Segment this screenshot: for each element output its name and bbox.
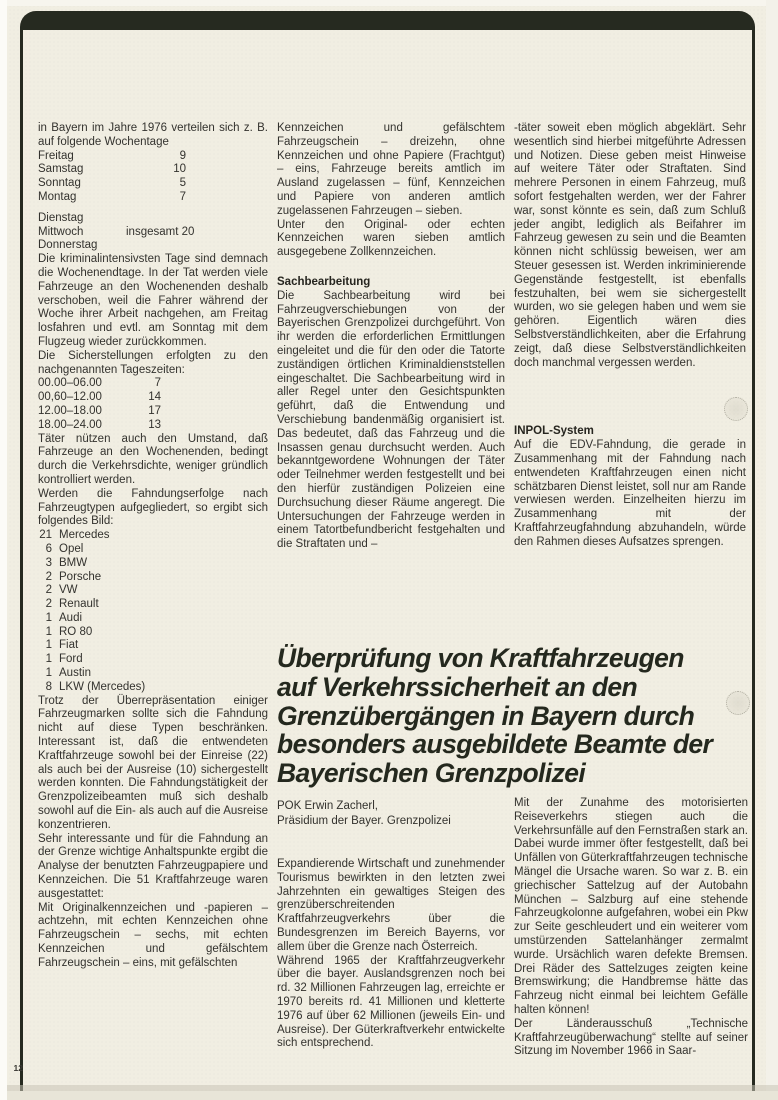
paragraph-zoll: Unter den Original- oder echten Kennzeichen waren sieben amtlich ausgegebene Zollkennzeichen. — [277, 218, 505, 259]
times-table — [38, 377, 268, 432]
middle-column-bottom — [277, 858, 505, 1051]
paragraph-sehr: Sehr interessante und für die Fahndung an der Grenze wichtige Anhaltspunkte ergibt die Analyse der benutzten Fahrzeugpapiere und Kennzeichen. Die 51 Kraftfahrzeuge waren ausgestattet: — [38, 832, 268, 900]
car-make: Austin — [59, 667, 91, 680]
table-row — [38, 419, 268, 433]
weekday-label: Montag — [38, 190, 77, 203]
time-value: 7 — [154, 377, 161, 390]
car-make: Ford — [59, 653, 83, 666]
headline-line: Bayerischen Grenzpolizei — [277, 758, 586, 789]
paragraph-expansion: Expandierende Wirtschaft und zunehmender Tourismus bewirkten in den letzten zwei Jahrzehnten ein gewaltiges Steigen des grenzüberschreitenden Kraftfahrzeugverkehrs über die Bundesgrenzen im Bereich Bayerns, vor allem über die Grenze nach Österreich. — [277, 858, 505, 953]
weekday-table-2 — [38, 212, 268, 253]
car-count: 3 — [45, 556, 52, 569]
car-count: 1 — [45, 667, 52, 680]
car-count: 2 — [45, 598, 52, 611]
weekday-label: Samstag — [38, 163, 84, 176]
headline-line: Überprüfung von Kraftfahrzeugen — [277, 643, 684, 673]
middle-column-top — [277, 122, 505, 552]
table-row — [38, 405, 268, 419]
scan-edge-top — [0, 0, 778, 6]
list-item — [38, 557, 268, 571]
list-item — [38, 667, 268, 681]
car-make: Renault — [59, 598, 99, 611]
list-item — [38, 584, 268, 598]
weekday-note: insgesamt 20 — [126, 225, 195, 238]
weekday-table — [38, 150, 268, 205]
left-column — [38, 122, 268, 971]
weekday-label: Mittwoch — [38, 225, 84, 238]
car-make: Mercedes — [59, 529, 110, 542]
car-make: Opel — [59, 542, 84, 555]
list-item — [38, 612, 268, 626]
article-headline — [277, 644, 755, 788]
table-row — [38, 377, 268, 391]
car-make: VW — [59, 584, 78, 597]
list-item — [38, 653, 268, 667]
weekday-value: 5 — [179, 177, 186, 190]
weekday-value: 7 — [179, 190, 186, 203]
list-item — [38, 639, 268, 653]
time-range: 18.00–24.00 — [38, 418, 102, 431]
weekday-value: 9 — [179, 149, 186, 162]
paragraph-sachbearbeitung: Die Sachbearbeitung wird bei Fahrzeugverschiebungen von der Bayerischen Grenzpolizei durchgeführt. Von ihr werden die erforderlichen Ermittlungen eingeleitet und die für den oder die Tatorte zuständigen örtlichen Kriminaldienststellen eingeschaltet. Die Sachbearbeitung wird in aller Regel unter den Gesichtspunkten geführt, daß die Entwendung und Verschiebung bandenmäßig organisiert ist. Das bedeutet, daß das Fahrzeug und die Insassen genau durchsucht werden. Auch bekanntgewordene Wohnungen der Täter oder Teilnehmer werden festgestellt und bei den hierfür zuständigen Polizeien eine Durchsuchung dieser Räume angeregt. Die Untersuchungen der Fahrzeuge werden in einem Tatortbefundbericht festgehalten und die Straftaten und – — [277, 289, 505, 551]
byline-organisation: Präsidium der Bayer. Grenzpolizei — [277, 814, 451, 827]
table-row — [38, 191, 268, 205]
table-row — [38, 150, 268, 164]
list-item — [38, 681, 268, 695]
page-number: 12 — [13, 1063, 23, 1073]
section-heading-inpol: INPOL-System — [514, 425, 594, 438]
car-count: 1 — [45, 625, 52, 638]
table-row — [38, 212, 268, 226]
headline-line: besonders ausgebildete Beamte der — [277, 729, 713, 760]
paragraph-ausstattung: Mit Originalkennzeichen und -papieren – achtzehn, mit echten Kennzeichen ohne Fahrzeugschein – sechs, mit echten Kennzeichen und gefälschtem Fahrzeugschein – eins, mit gefälschten — [38, 901, 268, 969]
headline-line: Grenzübergängen in Bayern durch — [277, 700, 695, 731]
headline-line: auf Verkehrssicherheit an den — [277, 671, 638, 702]
scan-edge-right — [766, 0, 778, 1100]
right-column-bottom — [514, 797, 748, 1059]
car-make: BMW — [59, 556, 88, 569]
paragraph-fahndung: Werden die Fahndungserfolge nach Fahrzeugtypen aufgegliedert, so ergibt sich folgendes Bild: — [38, 487, 268, 528]
paragraph-unfaelle: Mit der Zunahme des motorisierten Reiseverkehrs stiegen auch die Verkehrsunfälle auf den Fernstraßen stark an. Dabei wurde immer öfter festgestellt, daß bei Unfällen von Güterkraftfahrzeugen technische Mängel die Ursache waren. So war z. B. ein griechischer Sattelzug auf der Autobahn München – Salzburg auf eine stehende Fahrzeugkolonne aufgefahren, wobei ein Pkw zur Seite geschleudert und ein weiterer vom umstürzenden Sattelanhänger zermalmt wurde. Ursächlich waren defekte Bremsen. Drei Räder des Sattelzuges zeigten keine Bremswirkung; die Handbremse hätte das Fahrzeug nicht einmal bei leichtem Gefälle halten können! — [514, 797, 748, 1016]
paragraph-times-intro: Die Sicherstellungen erfolgten zu den nachgenannten Tageszeiten: — [38, 349, 268, 376]
table-row — [38, 177, 268, 191]
car-count: 2 — [45, 570, 52, 583]
time-range: 00,60–12.00 — [38, 391, 102, 404]
paragraph-trotz: Trotz der Überrepräsentation einiger Fahrzeugmarken sollte sich die Fahndung nicht auf diese Typen beschränken. Interessant ist, daß die entwendeten Kraftfahrzeuge sowohl bei der Einreise (22) als auch bei der Ausreise (10) sichergestellt werden konnten. Die Fahndungstätigkeit der Grenzpolizeibeamten muß sich deshalb sowohl auf die Ein- als auch auf die Ausreise konzentrieren. — [38, 694, 268, 831]
time-value: 17 — [148, 404, 161, 417]
car-list — [38, 529, 268, 695]
car-count: 2 — [45, 584, 52, 597]
list-item — [38, 571, 268, 585]
section-heading-sachbearbeitung: Sachbearbeitung — [277, 275, 371, 288]
weekday-label: Donnerstag — [38, 239, 98, 252]
scan-edge-bottom — [7, 1091, 778, 1100]
paragraph-continuation: Kennzeichen und gefälschtem Fahrzeugschein – dreizehn, ohne Kennzeichen und ohne Papiere (Frachtgut) – eins, Fahrzeuge bereits amtlich im Ausland zugelassen – fünf, Kennzeichen und Papiere von anderen amtlich zugelassenen Fahrzeugen – sieben. — [277, 122, 505, 217]
weekday-label: Sonntag — [38, 177, 81, 190]
car-count: 1 — [45, 653, 52, 666]
time-value: 14 — [148, 391, 161, 404]
paragraph-intro: in Bayern im Jahre 1976 verteilen sich z. B. auf folgende Wochentage — [38, 122, 268, 148]
scan-edge-left — [0, 0, 7, 1100]
time-range: 00.00–06.00 — [38, 377, 102, 390]
car-make: Porsche — [59, 570, 102, 583]
paragraph-zahlen: Während 1965 der Kraftfahrzeugverkehr über die bayer. Auslandsgrenzen noch bei rd. 32 Millionen Fahrzeugen lag, erreichte er 1970 bereits rd. 41 Millionen und kletterte 1976 auf über 62 Millionen (jeweils Ein- und Ausreise). Der Güterkraftverkehr entwickelte sich entsprechend. — [277, 954, 505, 1050]
list-item — [38, 529, 268, 543]
car-make: RO 80 — [59, 625, 93, 638]
weekday-value: 10 — [173, 163, 186, 176]
car-count: 1 — [45, 639, 52, 652]
car-count: 1 — [45, 611, 52, 624]
weekday-label: Freitag — [38, 149, 74, 162]
paragraph-weekend: Die kriminalintensivsten Tage sind demnach die Wochenendtage. In der Tat werden viele Fahrzeuge an den Wochenenden deshalb verschoben, weil die Fahrer während der Woche ihrer Arbeit nachgehen, am Freitag losfahren und evtl. am Sonntag mit dem Flugzeug wieder zurückkommen. — [38, 253, 268, 348]
car-count: 8 — [45, 680, 52, 693]
table-row — [38, 163, 268, 177]
car-make: Audi — [59, 611, 83, 624]
right-column-top — [514, 122, 746, 550]
paragraph-ausschuss: Der Länderausschuß „Technische Kraftfahrzeugüberwachung“ stellte auf seiner Sitzung im November 1966 in Saar- — [514, 1017, 748, 1058]
car-count: 21 — [39, 529, 52, 542]
paragraph-inpol: Auf die EDV-Fahndung, die gerade in Zusammenhang mit der Fahndung nach entwendeten Kraftfahrzeugen einen nicht schätzbaren Dienst leistet, soll nur am Rande verwiesen werden. Einzelheiten hierzu im Zusammenhang mit der Kraftfahrzeugfahndung abzuhandeln, würde den Rahmen dieses Aufsatzes sprengen. — [514, 439, 746, 548]
list-item — [38, 598, 268, 612]
paragraph-taeter-continuation: -täter soweit eben möglich abgeklärt. Sehr wesentlich sind hierbei mitgeführte Adressen und Notizen. Diese geben meist Hinweise auf weitere Täter oder Straftaten. Sind mehrere Personen in einem Fahrzeug, muß sofort festgehalten werden, wer der Fahrer war, sonst könnte es sein, daß zum Schluß jeder angibt, lediglich als Beifahrer im Fahrzeug gewesen zu sein und die Beamten können nicht schlüssig beweisen, wer am Steuer gesessen ist. Werden inkriminierende Gegenstände festgestellt, ist ebenfalls festzuhalten, bei wem sie sichergestellt wurden, wo sie gelegen haben und wem sie gehören. Eigentlich wären dies Selbstverständlichkeiten, aber die Erfahrung zeigt, daß diese Selbstverständlichkeiten doch manchmal vergessen werden. — [514, 122, 746, 369]
table-row — [38, 391, 268, 405]
car-make: Fiat — [59, 639, 79, 652]
time-value: 13 — [148, 418, 161, 431]
byline-author: POK Erwin Zacherl, — [277, 800, 378, 812]
car-make: LKW (Mercedes) — [59, 680, 146, 693]
list-item — [38, 626, 268, 640]
paragraph-taeter: Täter nützen auch den Umstand, daß Fahrzeuge an den Wochenenden, bedingt durch die Verkehrsdichte, weniger gründlich kontrolliert werden. — [38, 432, 268, 486]
weekday-label: Dienstag — [38, 211, 84, 224]
table-row — [38, 226, 268, 240]
time-range: 12.00–18.00 — [38, 404, 102, 417]
car-count: 6 — [45, 542, 52, 555]
list-item — [38, 543, 268, 557]
table-row — [38, 239, 268, 253]
